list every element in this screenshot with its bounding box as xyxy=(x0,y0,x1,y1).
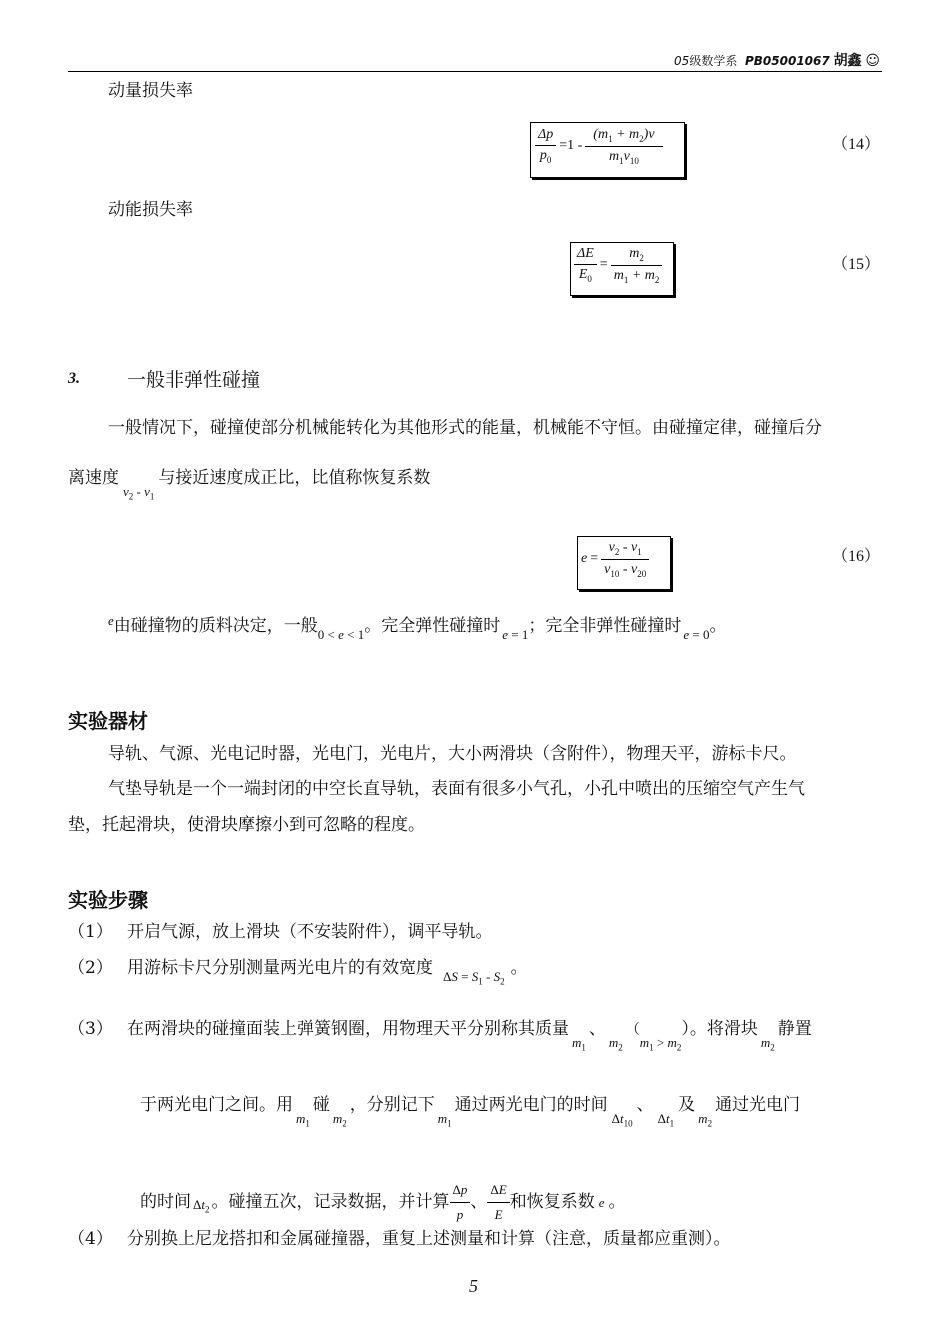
section-3-para-1: 一般情况下，碰撞使部分机械能转化为其他形式的能量，机械能不守恒。由碰撞定律，碰撞后分 xyxy=(108,418,822,438)
equipment-line-3: 垫，托起滑块，使滑块摩擦小到可忽略的程度。 xyxy=(68,815,425,835)
step-3-line-2 xyxy=(140,1095,801,1129)
mass-m1: m1 xyxy=(572,1035,586,1053)
mass-m2-c: m2 xyxy=(698,1111,713,1129)
equation-15-number: （15） xyxy=(832,256,881,273)
step-1-text: 开启气源，放上滑块（不安装附件），调平导轨。 xyxy=(127,922,493,942)
step-3-line-1 xyxy=(127,1019,812,1053)
step-3-text-g: 碰 xyxy=(312,1095,330,1115)
step-2-end: 。 xyxy=(510,958,528,978)
header-name: 胡鑫 xyxy=(833,53,862,69)
step-4-text: 分别换上尼龙搭扣和金属碰撞器，重复上述测量和计算（注意，质量都应重测）。 xyxy=(127,1229,731,1249)
header-rule xyxy=(68,71,882,72)
para2-text-a: 离速度 xyxy=(68,468,119,488)
equation-15: $\frac{\Delta E}{E_0}$ = $\frac{m_2}{m_1 + m_2}$ xyxy=(570,242,674,296)
step-3-text-d: ）。将滑块 xyxy=(681,1019,758,1039)
section-3-para-3 xyxy=(108,613,727,642)
time-t1: Δt1 xyxy=(657,1111,675,1129)
step-2-label: 用游标卡尺分别测量两光电片的有效宽度 xyxy=(127,958,433,978)
mass-inequality: m1 > m2 xyxy=(639,1035,682,1053)
page-header xyxy=(674,50,880,70)
step-3-text-h: ，分别记下 xyxy=(349,1095,435,1115)
page-number: 5 xyxy=(469,1276,478,1296)
step-3-text-c: （ xyxy=(625,1022,640,1038)
step-2-text xyxy=(127,958,528,987)
step-1-number: （1） xyxy=(68,922,113,942)
step-3-text-i: 通过两光电门的时间 xyxy=(454,1095,608,1115)
time-t10: Δt10 xyxy=(611,1111,633,1129)
inelastic-condition: e = 0 xyxy=(683,627,710,642)
para2-text-b: 与接近速度成正比，比值称恢复系数 xyxy=(158,468,431,488)
equation-14-number: （14） xyxy=(832,136,881,153)
momentum-loss-label: 动量损失率 xyxy=(108,81,193,101)
section-3-title: 一般非弹性碰撞 xyxy=(127,369,261,391)
step-3-text-p: 和恢复系数 xyxy=(509,1192,595,1212)
elastic-condition: e = 1 xyxy=(502,627,529,642)
para3-text-d: 。 xyxy=(709,616,727,636)
step-2-number: （2） xyxy=(68,958,113,978)
header-prefix: 05 xyxy=(674,54,690,68)
step-3-text-o: 、 xyxy=(470,1192,488,1212)
step-3-text-a: 在两滑块的碰撞面装上弹簧钢圈，用物理天平分别称其质量 xyxy=(127,1019,569,1039)
equation-16: e = $\frac{v_2 - v_1}{v_{10} - v_{20}}$ xyxy=(577,536,671,590)
restitution-symbol: e xyxy=(108,613,114,628)
step-3-text-k: 及 xyxy=(678,1095,696,1115)
eq15-lhs-fraction: $\frac{\Delta E}{E_0}$ xyxy=(574,246,597,284)
mass-m2-b: m2 xyxy=(332,1111,347,1129)
step-4-number: （4） xyxy=(68,1229,113,1249)
separation-velocity-formula: v2 - v1 xyxy=(123,484,155,502)
section-3-para-2 xyxy=(68,468,431,502)
mass-m1-c: m1 xyxy=(437,1111,452,1129)
eq14-lhs-fraction: $\frac{\Delta p}{p_0}$ xyxy=(535,127,556,165)
width-formula: ΔS = S1 - S2 xyxy=(443,969,505,987)
para3-text-a: 由碰撞物的质料决定，一般 xyxy=(113,616,318,636)
energy-loss-label: 动能损失率 xyxy=(108,200,193,220)
step-3-line-3 xyxy=(140,1180,625,1225)
time-t2: $\Delta t_2$ xyxy=(193,1197,210,1215)
step-3-text-e: 静置 xyxy=(777,1019,812,1039)
eq15-rhs-fraction: $\frac{m_2}{m_1 + m_2}$ xyxy=(611,246,663,285)
steps-heading: 实验步骤 xyxy=(68,888,148,912)
mass-m1-b: m1 xyxy=(296,1111,310,1129)
step-3-text-b: 、 xyxy=(588,1019,606,1039)
eq14-rhs-fraction: $\frac{(m_1 + m_2)v}{m_1v_{10}}$ xyxy=(585,127,662,166)
equipment-heading: 实验器材 xyxy=(68,709,148,733)
header-dept: 级数学系 xyxy=(689,54,738,68)
eq16-fraction: $\frac{v_2 - v_1}{v_{10} - v_{20}}$ xyxy=(601,540,649,579)
section-3-number: 3. xyxy=(68,370,80,387)
restitution-e: e xyxy=(598,1195,605,1210)
smiley-icon: ☺ xyxy=(865,53,880,69)
para3-text-c: ；完全非弹性碰撞时 xyxy=(528,616,682,636)
step-3-text-f: 于两光电门之间。用 xyxy=(140,1095,293,1115)
step-3-text-q: 。 xyxy=(608,1192,626,1212)
para3-text-b: 。完全弹性碰撞时 xyxy=(364,616,501,636)
equipment-line-2: 气垫导轨是一个一端封闭的中空长直导轨，表面有很多小气孔，小孔中喷出的压缩空气产生气 xyxy=(108,779,805,799)
mass-m2: m2 xyxy=(608,1035,623,1053)
ratio-dp-p: $\frac{\Delta p}{p}$ xyxy=(450,1180,471,1225)
step-3-text-j: 、 xyxy=(636,1095,654,1115)
step-3-text-l: 通过光电门 xyxy=(715,1095,801,1115)
header-student-id: PB05001067 xyxy=(744,54,830,68)
ratio-de-e: $\frac{\Delta E}{E}$ xyxy=(487,1180,509,1225)
step-3-number: （3） xyxy=(68,1019,113,1039)
equation-16-number: （16） xyxy=(832,548,881,565)
equation-14: $\frac{\Delta p}{p_0}$ =1 - $\frac{(m_1 + m_2)v}{m_1v_{10}}$ xyxy=(530,122,685,178)
restitution-range: 0 < e < 1 xyxy=(317,627,365,642)
step-3-text-m: 的时间 xyxy=(140,1192,191,1212)
mass-m2-rest: m2 xyxy=(760,1035,775,1053)
step-3-text-n: 。碰撞五次，记录数据，并计算 xyxy=(211,1192,450,1212)
equipment-line-1: 导轨、气源、光电记时器，光电门，光电片，大小两滑块（含附件），物理天平，游标卡尺。 xyxy=(108,744,797,764)
